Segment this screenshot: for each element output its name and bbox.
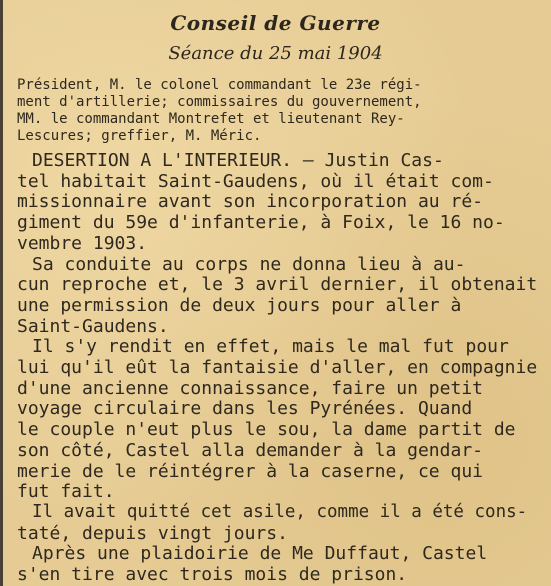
body-line: giment du 59e d'infanterie, à Foix, le 16 no- [17, 212, 505, 233]
body-line: une permission de deux jours pour aller à [17, 295, 462, 316]
body-line: fut fait. [17, 481, 115, 502]
body-line: DESERTION A L'INTERIEUR. — Justin Cas- [32, 150, 444, 171]
page-edge [0, 0, 3, 586]
session-date: Séance du 25 mai 1904 [168, 43, 383, 64]
header-line: MM. le commandant Montrefet et lieutenant Rey- [17, 111, 405, 127]
body-line: merie de le réintégrer à la caserne, ce qui [17, 461, 483, 482]
body-line: tel habitait Saint-Gaudens, où il était com- [17, 171, 494, 192]
body-line: le couple n'eut plus le sou, la dame partit de [17, 419, 516, 440]
body-line: lui qu'il eût la fantaisie d'aller, en compagnie [17, 357, 538, 378]
article-title: Conseil de Guerre [170, 11, 381, 35]
body-line: taté, depuis vingt jours. [17, 523, 288, 544]
body-line: missionnaire avant son incorporation au ré- [17, 191, 483, 212]
header-line: Lescures; greffier, M. Méric. [17, 128, 262, 144]
body-line: vembre 1903. [17, 233, 148, 254]
body-line: d'une ancienne connaissance, faire un petit [17, 378, 483, 399]
body-line: Il s'y rendit en effet, mais le mal fut pour [32, 336, 509, 357]
header-line: Président, M. le colonel commandant le 23e régi- [17, 77, 422, 93]
header-line: ment d'artillerie; commissaires du gouvernement, [17, 94, 422, 110]
body-line: cun reproche et, le 3 avril dernier, il obtenait [17, 274, 538, 295]
body-line: Saint-Gaudens. [17, 316, 169, 337]
body-line: son côté, Castel alla demander à la gendar- [17, 440, 483, 461]
body-line: s'en tire avec trois mois de prison. [17, 564, 408, 585]
body-line: Sa conduite au corps ne donna lieu à au- [32, 254, 466, 275]
body-line: Après une plaidoirie de Me Duffaut, Castel [32, 543, 488, 564]
body-line: voyage circulaire dans les Pyrénées. Quand [17, 398, 473, 419]
body-line: Il avait quitté cet asile, comme il a été cons- [32, 502, 528, 522]
